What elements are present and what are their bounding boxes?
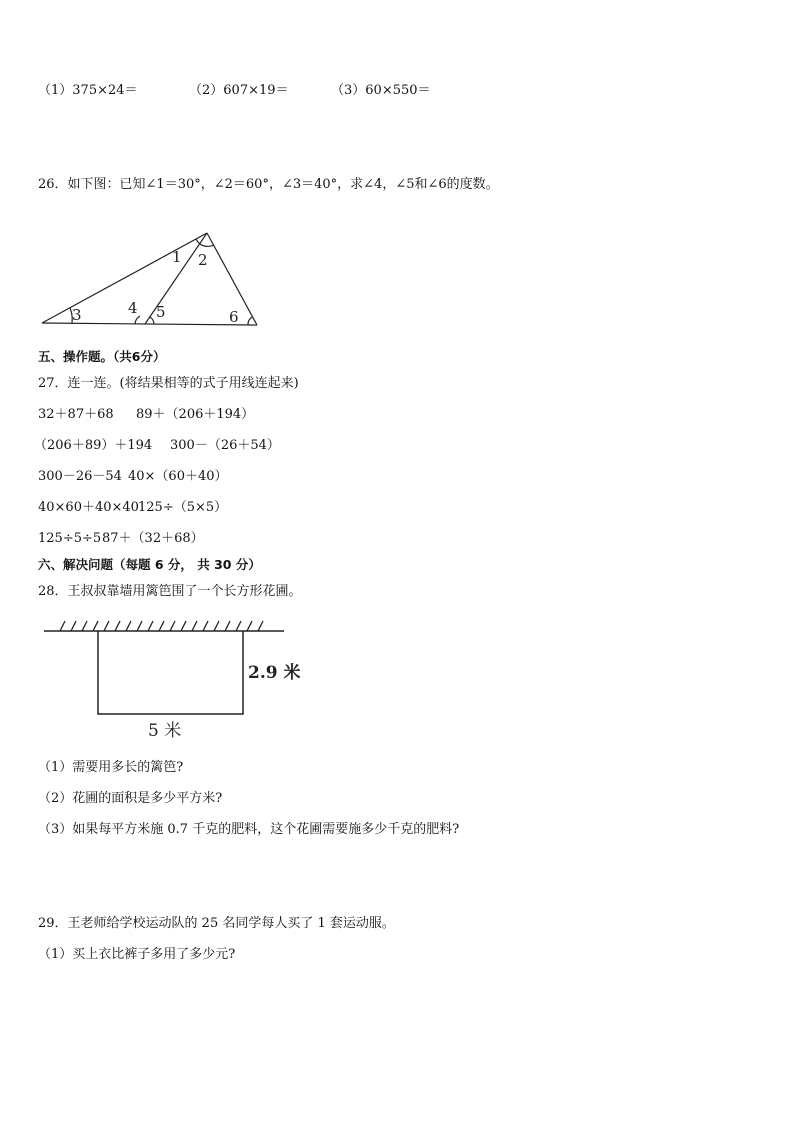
q28-sub-2: （2）花圃的面积是多少平方米? <box>38 791 223 806</box>
q27-right-2: 300－（26＋54） <box>170 438 280 453</box>
q27-right-5: 87＋（32＋68） <box>102 531 204 546</box>
question-28-text: 28．王叔叔靠墙用篱笆围了一个长方形花圃。 <box>38 584 302 599</box>
angle-1-arc <box>196 239 200 244</box>
garden-figure <box>40 618 300 748</box>
calc-item-1: （1）375×24＝ <box>38 83 138 98</box>
height-label: 2.9 米 <box>248 663 300 683</box>
q27-right-1: 89＋（206＋194） <box>136 407 255 422</box>
angle-label-2: 2 <box>198 251 208 269</box>
wall-hatching <box>60 621 263 631</box>
triangle-inner-segment <box>145 233 207 324</box>
q27-left-3: 300－26－54 <box>38 469 122 484</box>
section-6-title: 六、解决问题（每题 6 分， 共 30 分） <box>38 557 261 572</box>
q27-left-4: 40×60＋40×40 <box>38 500 139 515</box>
q28-sub-1: （1）需要用多长的篱笆? <box>38 760 184 775</box>
question-29-text: 29．王老师给学校运动队的 25 名同学每人买了 1 套运动服。 <box>38 916 395 931</box>
q27-right-4: 125÷（5×5） <box>138 500 228 515</box>
angle-label-1: 1 <box>172 248 182 266</box>
q27-left-1: 32＋87＋68 <box>38 407 114 422</box>
q27-right-3: 40×（60＋40） <box>128 469 228 484</box>
angle-6-arc <box>248 317 252 325</box>
fence-rectangle <box>98 631 243 714</box>
angle-label-3: 3 <box>72 306 82 324</box>
q29-sub-1: （1）买上衣比裤子多用了多少元? <box>38 947 236 962</box>
triangle-side-ab <box>42 233 207 323</box>
angle-label-6: 6 <box>229 308 239 326</box>
angle-2-arc <box>200 244 214 246</box>
triangle-figure <box>30 225 270 335</box>
calc-item-3: （3）60×550＝ <box>331 83 431 98</box>
q28-sub-3: （3）如果每平方米施 0.7 千克的肥料，这个花圃需要施多少千克的肥料? <box>38 822 460 837</box>
question-27-text: 27．连一连。(将结果相等的式子用线连起来) <box>38 376 299 391</box>
q27-left-5: 125÷5÷5 <box>38 531 102 546</box>
angle-label-4: 4 <box>128 299 138 317</box>
angle-label-5: 5 <box>156 303 166 321</box>
q27-left-2: （206＋89）＋194 <box>34 438 153 453</box>
angle-5-arc <box>150 317 154 324</box>
angle-4-arc <box>135 316 140 324</box>
width-label: 5 米 <box>148 721 182 741</box>
section-5-title: 五、操作题。（共6分） <box>38 349 166 364</box>
calc-item-2: （2）607×19＝ <box>189 83 289 98</box>
question-26-text: 26．如下图：已知∠1＝30°，∠2＝60°，∠3＝40°，求∠4，∠5和∠6的度数。 <box>38 177 499 192</box>
